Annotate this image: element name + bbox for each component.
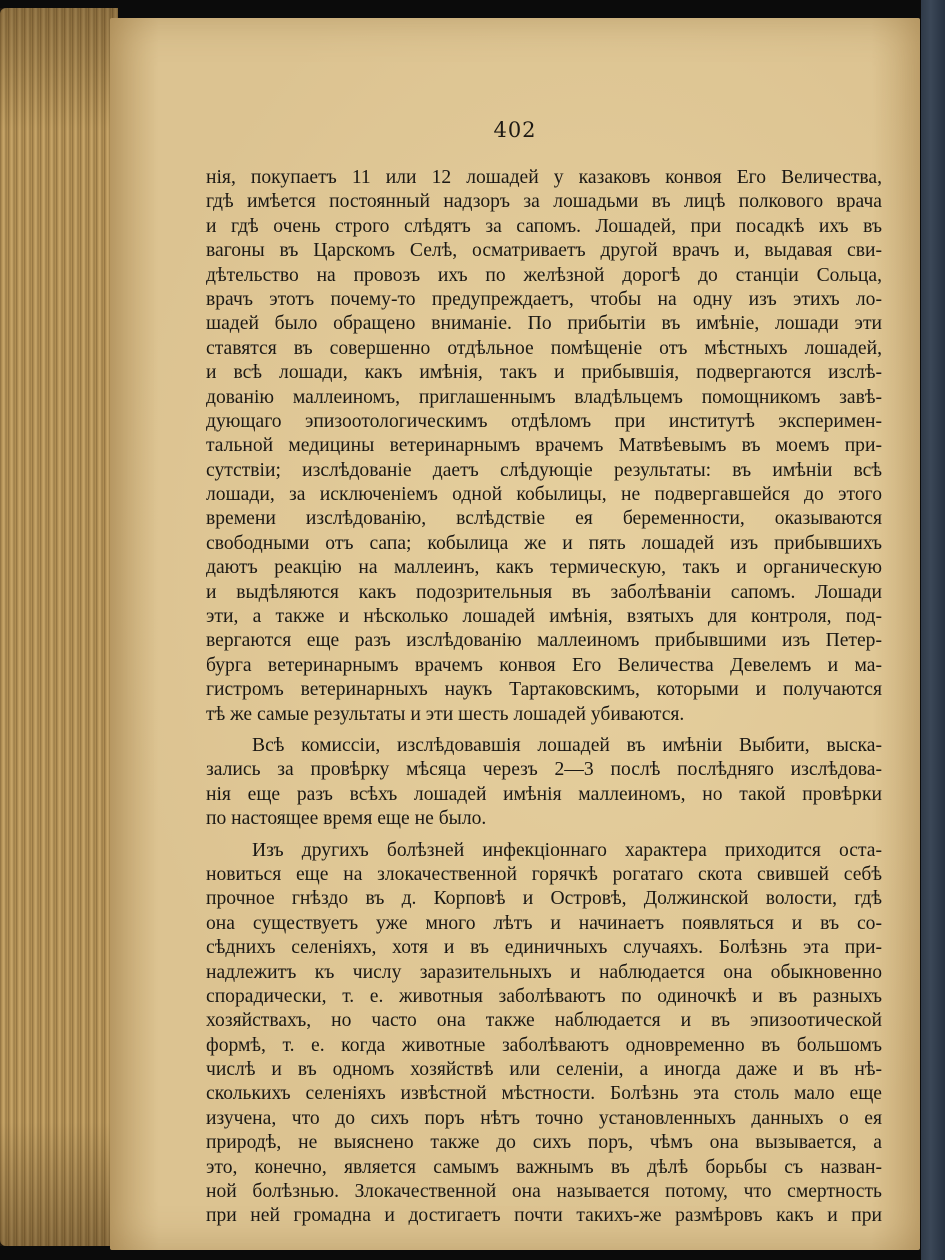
- text-line: дованію маллеиномъ, приглашеннымъ владѣльцемъ помощникомъ завѣ-: [206, 386, 882, 408]
- text-line: тѣ же самые результаты и эти шесть лошадей убиваются.: [206, 703, 685, 725]
- paragraph: [206, 839, 882, 1229]
- text-line: спорадически, т. е. животныя заболѣваютъ по одиночкѣ и въ разныхъ: [206, 985, 882, 1007]
- text-line: Всѣ комиссіи, изслѣдовавшія лошадей въ имѣніи Выбити, выска-: [252, 734, 882, 756]
- text-line: гистромъ ветеринарныхъ наукъ Тартаковскимъ, которыми и получаются: [206, 679, 882, 701]
- book-page: [110, 18, 920, 1250]
- text-line: и всѣ лошади, какъ имѣнія, такъ и прибывшія, подвергаются изслѣ-: [206, 362, 882, 384]
- text-line: эти, а также и нѣсколько лошадей имѣнія, взятыхъ для контроля, под-: [206, 606, 882, 628]
- text-line: дѣтельство на провозъ ихъ по желѣзной дорогѣ до станціи Сольца,: [206, 264, 882, 286]
- text-line: нія еще разъ всѣхъ лошадей имѣнія маллеиномъ, но такой провѣрки: [206, 783, 882, 805]
- text-line: сѣднихъ селеніяхъ, хотя и въ единичныхъ случаяхъ. Болѣзнь эта при-: [206, 937, 882, 959]
- text-line: зались за провѣрку мѣсяца черезъ 2—3 послѣ послѣдняго изслѣдова-: [206, 759, 882, 781]
- text-line: вергаются еще разъ изслѣдованію маллеиномъ прибывшими изъ Петер-: [206, 630, 882, 652]
- body-text: [206, 166, 882, 1229]
- page-stack-edges: [0, 8, 118, 1246]
- text-line: прочное гнѣздо въ д. Корповѣ и Островѣ, Должинской волости, гдѣ: [206, 888, 882, 910]
- text-line: тальной медицины ветеринарнымъ врачемъ Матвѣевымъ въ моемъ при-: [206, 435, 882, 457]
- text-line: даютъ реакцію на маллеинъ, какъ термическую, такъ и органическую: [206, 557, 882, 579]
- text-line: сутствіи; изслѣдованіе даетъ слѣдующіе результаты: въ имѣніи всѣ: [206, 459, 882, 481]
- text-line: свободными отъ сапа; кобылица же и пять лошадей изъ прибывшихъ: [206, 532, 882, 554]
- text-line: сколькихъ селеніяхъ извѣстной мѣстности. Болѣзнь эта столь мало еще: [206, 1083, 882, 1105]
- book-spine: [921, 0, 945, 1260]
- text-line: шадей было обращено вниманіе. По прибытіи въ имѣніе, лошади эти: [206, 313, 882, 335]
- text-line: ной болѣзнью. Злокачественной она называется потому, что смертность: [206, 1181, 882, 1203]
- text-line: ставятся въ совершенно отдѣльное помѣщеніе отъ мѣстныхъ лошадей,: [206, 337, 882, 359]
- text-line: надлежитъ къ числу заразительныхъ и наблюдается она обыкновенно: [206, 961, 882, 983]
- text-line: Изъ другихъ болѣзней инфекціоннаго характера приходится оста-: [252, 839, 882, 861]
- page-number: 402: [493, 118, 537, 142]
- text-line: врачъ этотъ почему-то предупреждаетъ, чтобы на одну изъ этихъ ло-: [206, 288, 882, 310]
- text-line: природѣ, не выяснено также до сихъ поръ, чѣмъ она вызывается, а: [206, 1132, 882, 1154]
- text-line: это, конечно, является самымъ важнымъ въ дѣлѣ борьбы съ назван-: [206, 1156, 882, 1178]
- text-line: она существуетъ уже много лѣтъ и начинаетъ появляться и въ со-: [206, 912, 882, 934]
- text-line: времени изслѣдованію, вслѣдствіе ея беременности, оказываются: [206, 508, 882, 530]
- text-line: числѣ и въ одномъ хозяйствѣ или селеніи, а иногда даже и въ нѣ-: [206, 1059, 882, 1081]
- text-line: новиться еще на злокачественной горячкѣ рогатаго скота свившей себѣ: [206, 863, 882, 885]
- text-line: изучена, что до сихъ поръ нѣтъ точно установленныхъ данныхъ о ея: [206, 1107, 882, 1129]
- text-line: вагоны въ Царскомъ Селѣ, осматриваетъ другой врачъ и, выдавая сви-: [206, 240, 882, 262]
- text-line: формѣ, т. е. когда животные заболѣваютъ одновременно въ большомъ: [206, 1034, 882, 1056]
- paragraph: [206, 734, 882, 832]
- text-line: и выдѣляются какъ подозрительныя въ заболѣваніи сапомъ. Лошади: [206, 581, 882, 603]
- text-line: дующаго эпизоотологическимъ отдѣломъ при институтѣ эксперимен-: [206, 410, 882, 432]
- text-line: нія, покупаетъ 11 или 12 лошадей у казаковъ конвоя Его Величества,: [206, 167, 882, 188]
- text-line: по настоящее время еще не было.: [206, 808, 487, 830]
- paragraph: [206, 166, 882, 727]
- text-line: бурга ветеринарнымъ врачемъ конвоя Его Величества Девелемъ и ма-: [206, 654, 882, 676]
- text-line: лошади, за исключеніемъ одной кобылицы, не подвергавшейся до этого: [206, 484, 882, 506]
- text-line: хозяйствахъ, но часто она также наблюдается и въ эпизоотической: [206, 1010, 882, 1032]
- text-line: при ней громадна и достигаетъ почти такихъ-же размѣровъ какъ и при: [206, 1205, 882, 1227]
- text-line: и гдѣ очень строго слѣдятъ за сапомъ. Лошадей, при посадкѣ ихъ въ: [206, 215, 882, 237]
- text-line: гдѣ имѣется постоянный надзоръ за лошадьми въ лицѣ полкового врача: [206, 191, 882, 213]
